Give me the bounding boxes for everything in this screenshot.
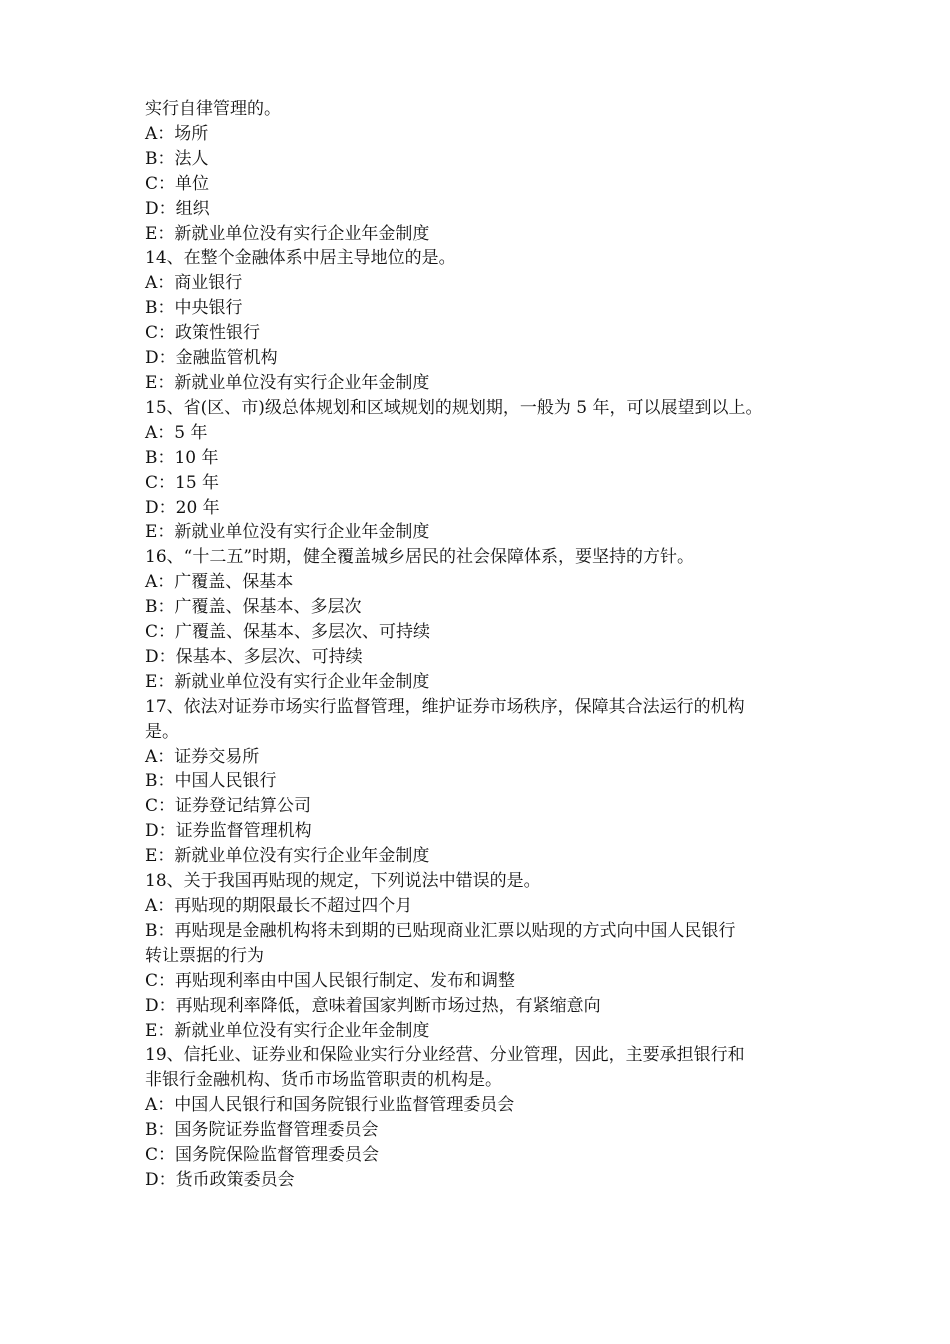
question-17: 17、依法对证券市场实行监督管理，维护证券市场秩序，保障其合法运行的机构 (145, 696, 745, 717)
option-c: C：15 年 (145, 472, 220, 493)
option-c: C：单位 (145, 173, 210, 194)
question-19-continued: 非银行金融机构、货币市场监管职责的机构是。 (145, 1070, 502, 1091)
question-16: 16、“十二五”时期，健全覆盖城乡居民的社会保障体系，要坚持的方针。 (145, 547, 695, 568)
question-15: 15、省(区、市)级总体规划和区域规划的规划期，一般为 5 年，可以展望到以上。 (145, 397, 763, 418)
document-body (145, 97, 825, 1193)
option-e: E：新就业单位没有实行企业年金制度 (145, 1020, 430, 1041)
option-d: D：20 年 (145, 497, 220, 518)
option-e: E：新就业单位没有实行企业年金制度 (145, 671, 430, 692)
option-b: B：法人 (145, 148, 209, 169)
option-d: D：证券监督管理机构 (145, 821, 312, 842)
option-c: C：再贴现利率由中国人民银行制定、发布和调整 (145, 970, 516, 991)
option-e: E：新就业单位没有实行企业年金制度 (145, 223, 430, 244)
option-c: C：政策性银行 (145, 323, 261, 344)
option-e: E：新就业单位没有实行企业年金制度 (145, 372, 430, 393)
option-a: A：再贴现的期限最长不超过四个月 (145, 896, 413, 916)
question-17-continued: 是。 (145, 721, 179, 742)
option-a: A：广覆盖、保基本 (145, 572, 294, 593)
option-a: A：证券交易所 (145, 746, 260, 767)
option-b: B：中国人民银行 (145, 771, 277, 792)
option-b: B：10 年 (145, 447, 219, 468)
text-line: 实行自律管理的。 (145, 99, 281, 119)
option-d: D：再贴现利率降低，意味着国家判断市场过热，有紧缩意向 (145, 995, 601, 1016)
option-c: C：广覆盖、保基本、多层次、可持续 (145, 622, 431, 643)
option-a: A：商业银行 (145, 273, 243, 294)
option-b-continued: 转让票据的行为 (145, 945, 264, 966)
option-d: D：组织 (145, 198, 210, 219)
option-d: D：货币政策委员会 (145, 1169, 295, 1190)
option-d: D：保基本、多层次、可持续 (145, 646, 363, 667)
option-a: A：5 年 (145, 422, 208, 443)
option-b: B：广覆盖、保基本、多层次 (145, 597, 362, 618)
option-b: B：再贴现是金融机构将未到期的已贴现商业汇票以贴现的方式向中国人民银行 (145, 920, 736, 941)
option-d: D：金融监管机构 (145, 348, 278, 369)
question-18: 18、关于我国再贴现的规定，下列说法中错误的是。 (145, 871, 541, 892)
option-e: E：新就业单位没有实行企业年金制度 (145, 846, 430, 867)
option-e: E：新就业单位没有实行企业年金制度 (145, 522, 430, 543)
question-19: 19、信托业、证券业和保险业实行分业经营、分业管理，因此，主要承担银行和 (145, 1045, 745, 1066)
option-b: B：国务院证券监督管理委员会 (145, 1120, 379, 1141)
option-c: C：证券登记结算公司 (145, 796, 312, 817)
question-14: 14、在整个金融体系中居主导地位的是。 (145, 248, 456, 269)
option-c: C：国务院保险监督管理委员会 (145, 1145, 380, 1166)
option-b: B：中央银行 (145, 298, 243, 319)
option-a: A：场所 (145, 123, 209, 144)
option-a: A：中国人民银行和国务院银行业监督管理委员会 (145, 1095, 515, 1116)
